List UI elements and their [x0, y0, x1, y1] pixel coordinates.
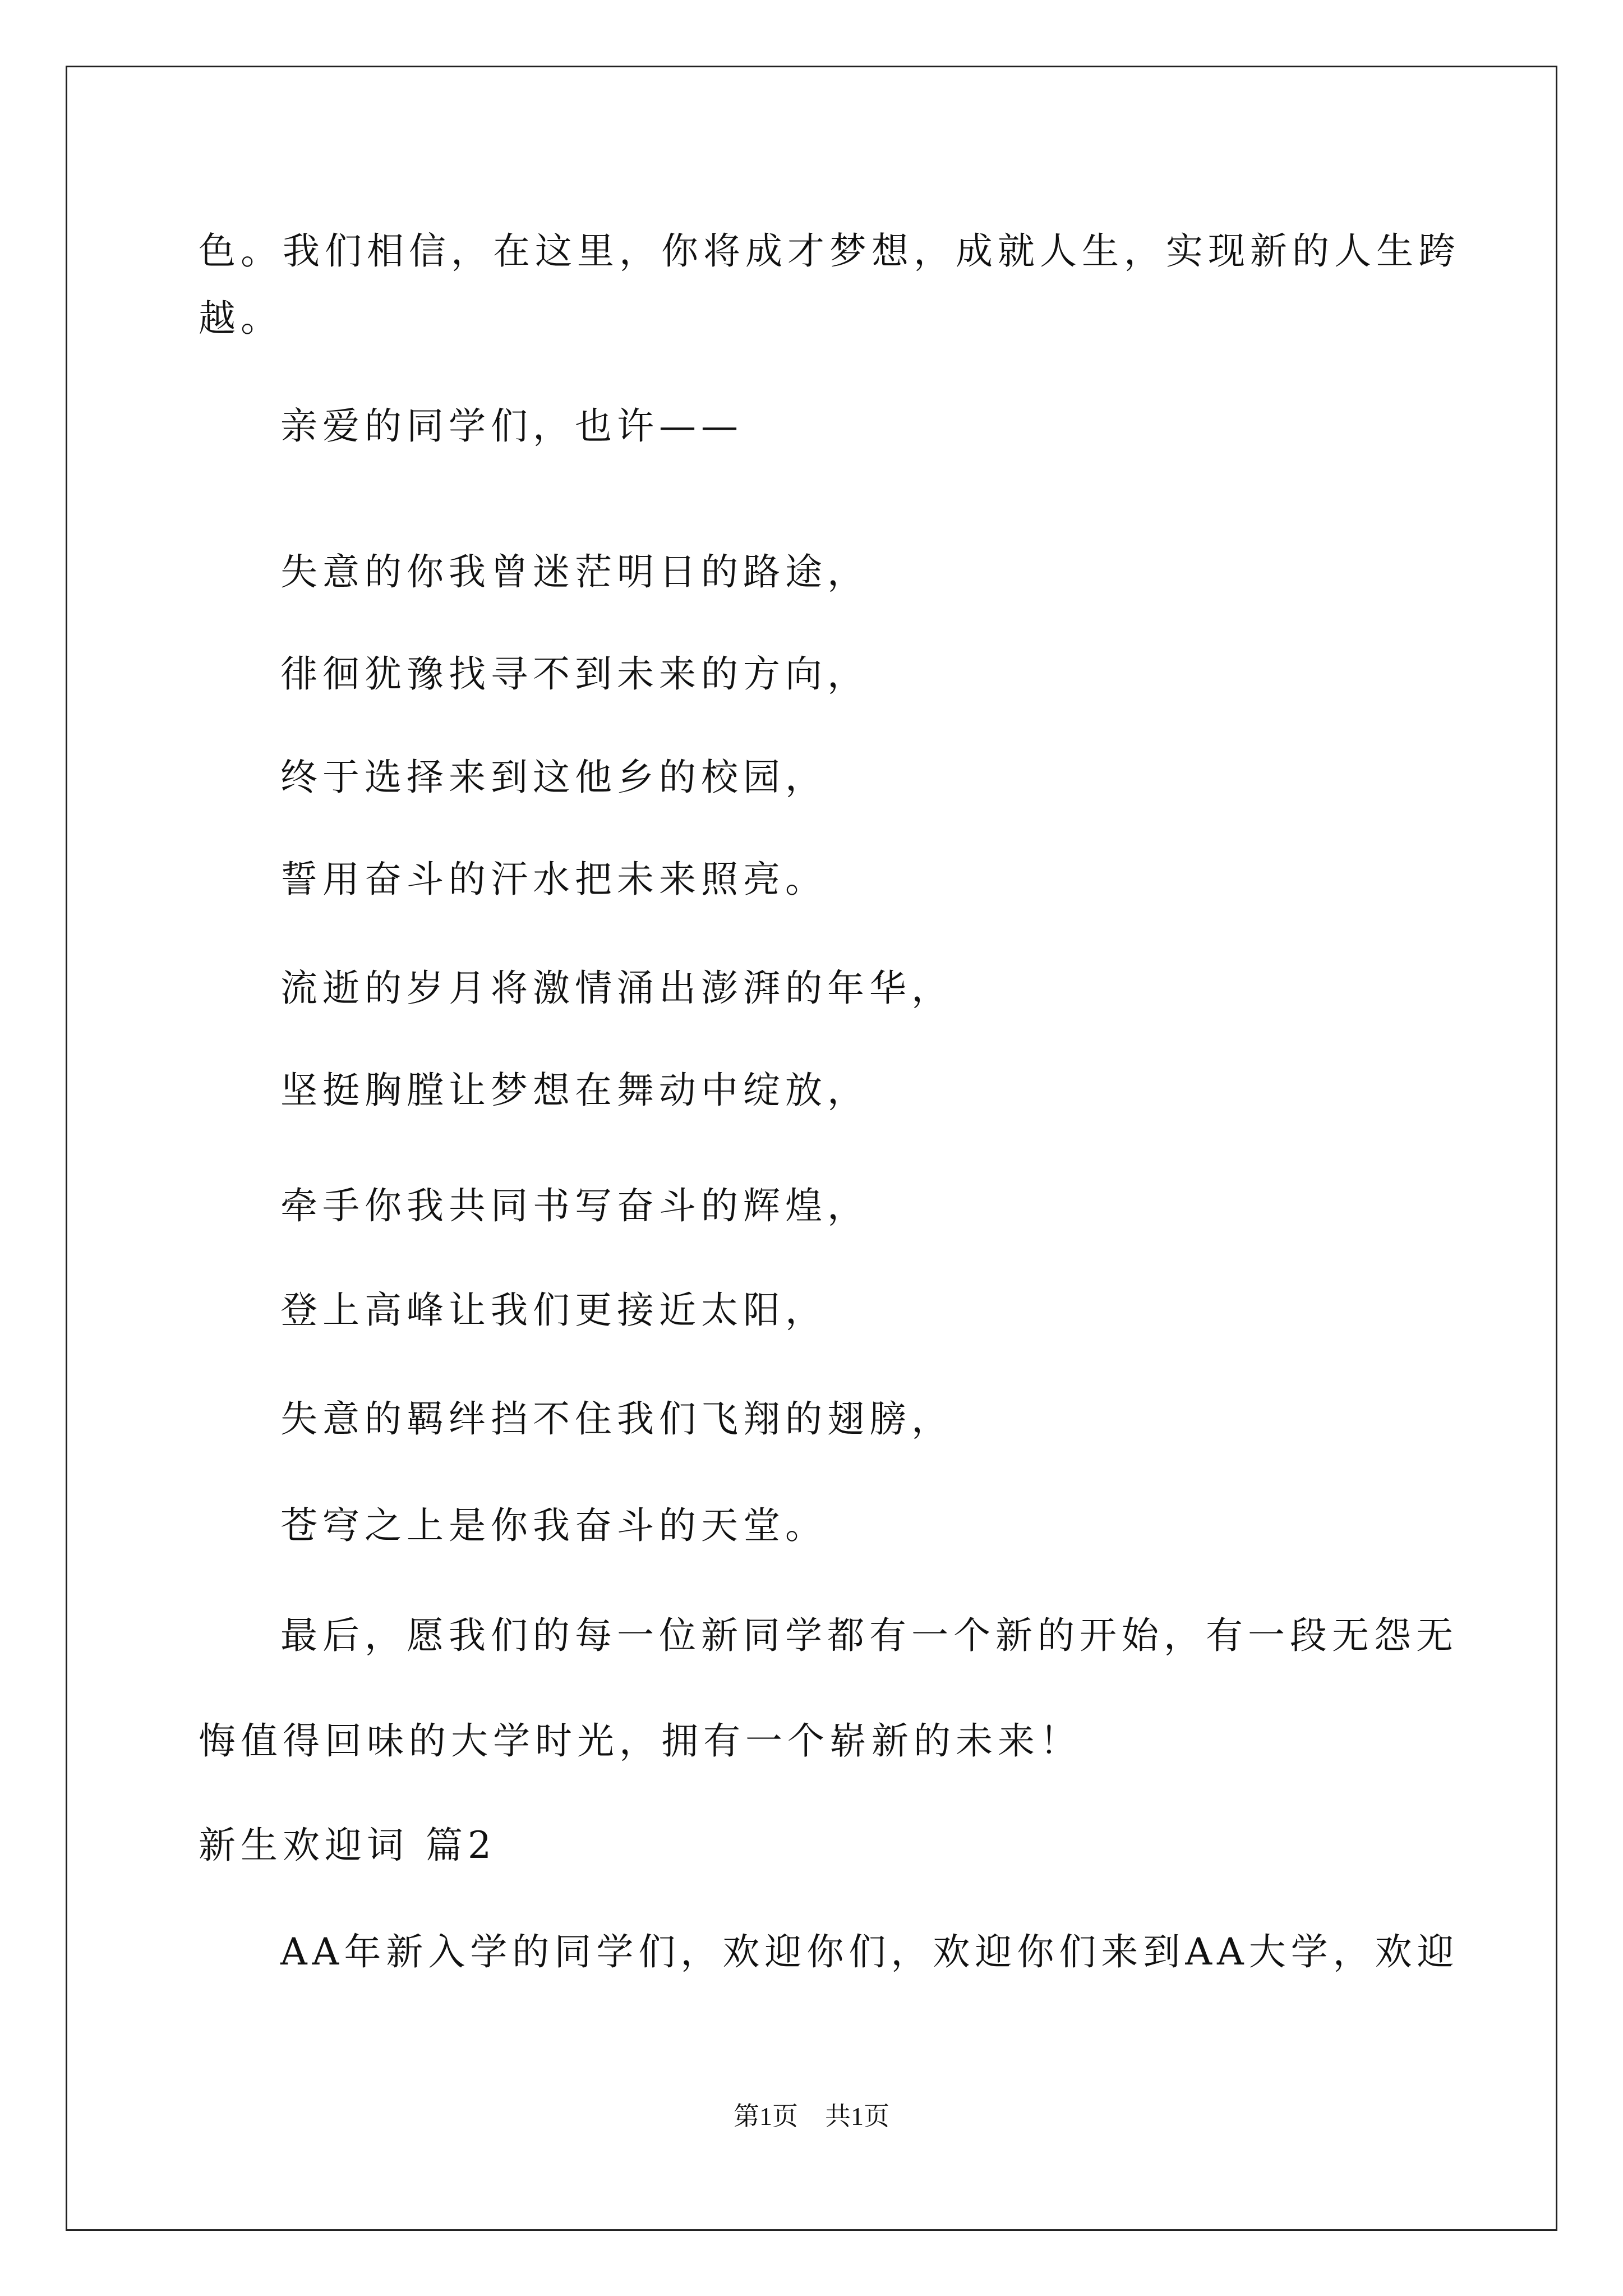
page-number: 第1页	[734, 2102, 798, 2131]
paragraph-line: AA年新入学的同学们，欢迎你们，欢迎你们来到AA大学，欢迎	[280, 1930, 1459, 1973]
paragraph-line: 亲爱的同学们，也许——	[280, 404, 743, 448]
page-border	[66, 66, 1557, 2231]
paragraph-line: 越。	[199, 297, 283, 340]
poem-line: 苍穹之上是你我奋斗的天堂。	[280, 1504, 827, 1547]
poem-line: 牵手你我共同书写奋斗的辉煌，	[280, 1184, 869, 1227]
poem-line: 终于选择来到这他乡的校园，	[280, 756, 827, 799]
poem-line: 登上高峰让我们更接近太阳，	[280, 1289, 827, 1332]
paragraph-line: 悔值得回味的大学时光，拥有一个崭新的未来！	[199, 1719, 1082, 1763]
poem-line: 失意的你我曾迷茫明日的路途，	[280, 550, 869, 593]
poem-line: 徘徊犹豫找寻不到未来的方向，	[280, 652, 869, 696]
paragraph-line: 最后，愿我们的每一位新同学都有一个新的开始，有一段无怨无	[280, 1614, 1458, 1657]
poem-line: 失意的羁绊挡不住我们飞翔的翅膀，	[280, 1397, 953, 1441]
poem-line: 流逝的岁月将激情涌出澎湃的年华，	[280, 967, 953, 1010]
section-heading: 新生欢迎词 篇2	[199, 1824, 496, 1867]
paragraph-line: 色。我们相信，在这里，你将成才梦想，成就人生，实现新的人生跨	[199, 229, 1460, 273]
page-footer	[0, 2101, 1623, 2132]
poem-line: 誓用奋斗的汗水把未来照亮。	[280, 858, 827, 901]
poem-line: 坚挺胸膛让梦想在舞动中绽放，	[280, 1069, 869, 1112]
page-total: 共1页	[825, 2102, 889, 2131]
